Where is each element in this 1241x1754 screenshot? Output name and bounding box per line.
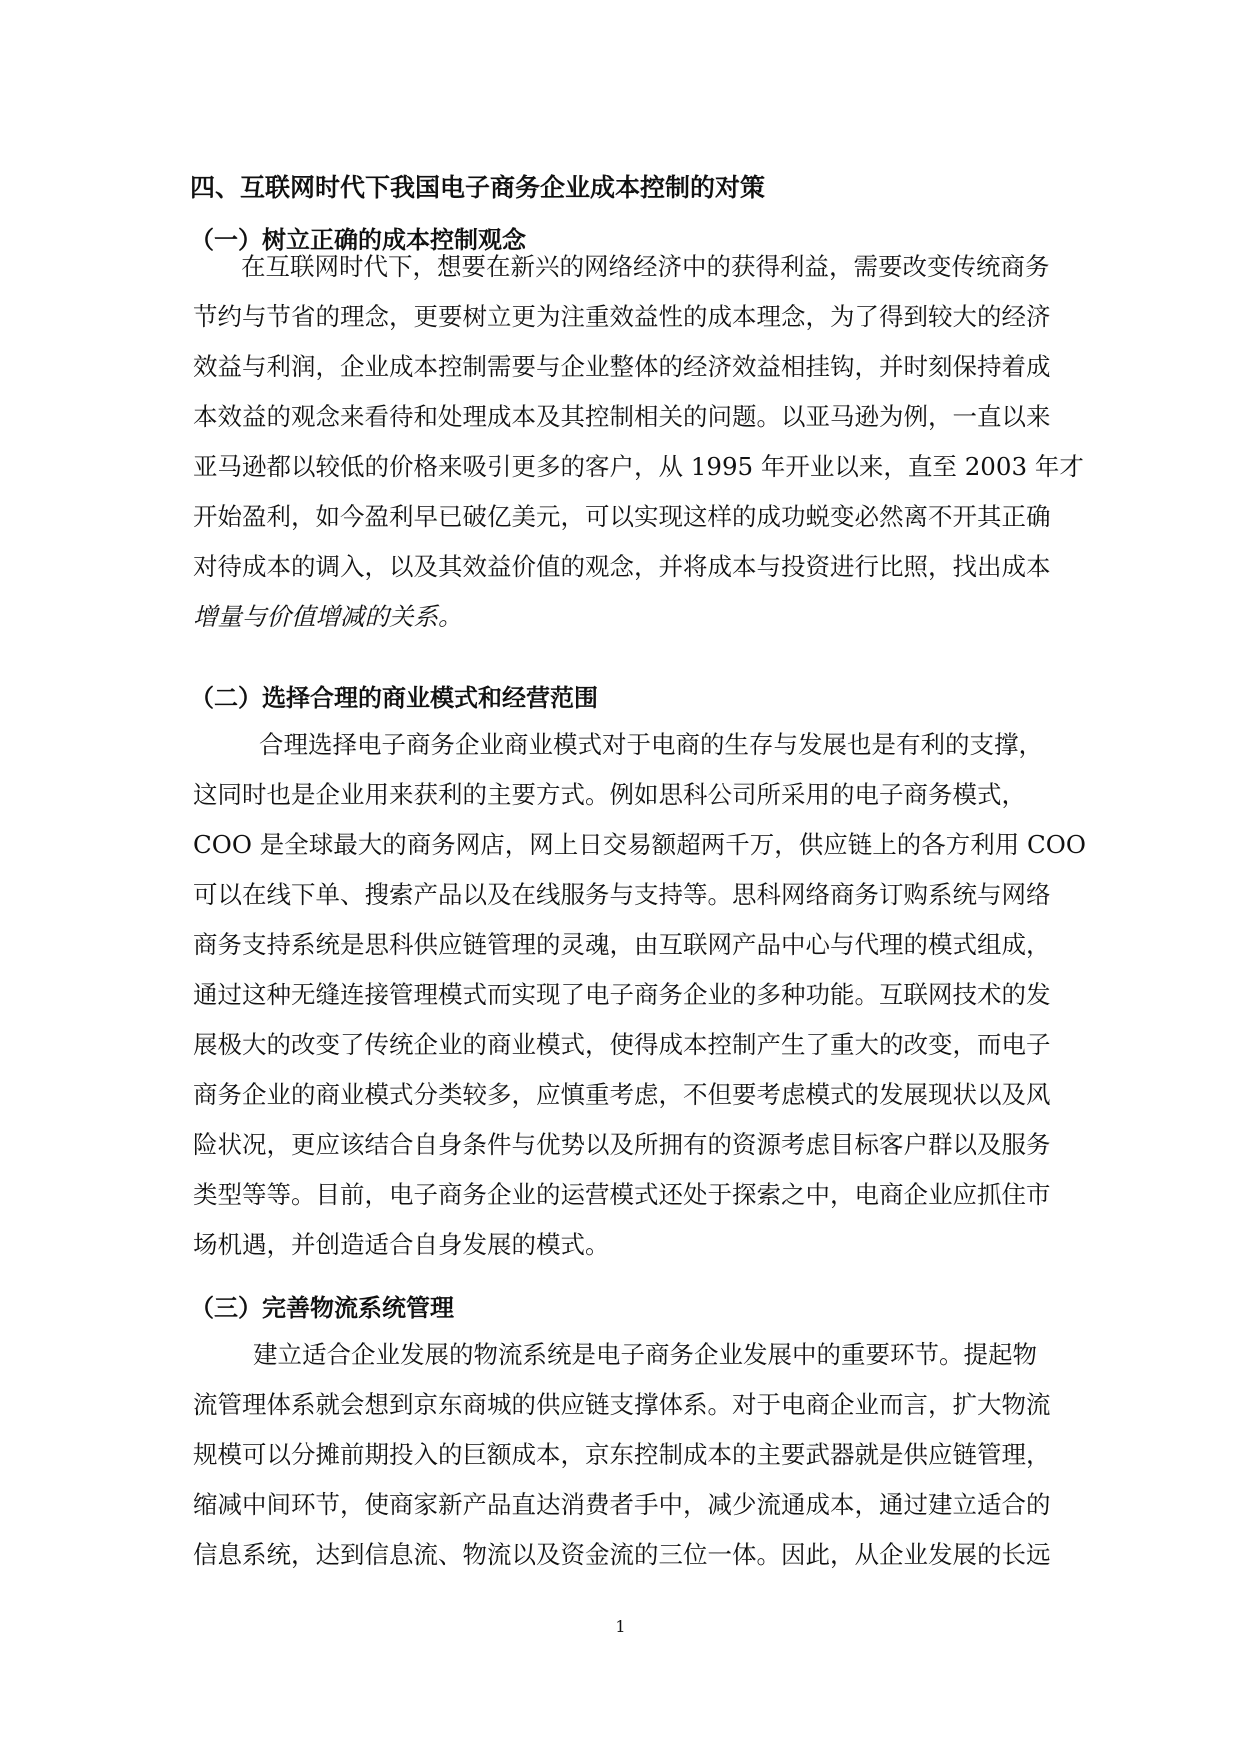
paragraph-line: 流管理体系就会想到京东商城的供应链支撑体系。对于电商企业而言，扩大物流 [193,1390,1051,1419]
paragraph-line: 增量与价值增减的关系。 [193,602,463,631]
paragraph-3 [193,1330,1063,1580]
paragraph-line: 对待成本的调入，以及其效益价值的观念，并将成本与投资进行比照，找出成本 [193,552,1051,581]
paragraph-line: 规模可以分摊前期投入的巨额成本，京东控制成本的主要武器就是供应链管理， [193,1440,1051,1469]
paragraph-line: 缩减中间环节，使商家新产品直达消费者手中，减少流通成本，通过建立适合的 [193,1490,1051,1519]
paragraph-line: 合理选择电子商务企业商业模式对于电商的生存与发展也是有利的支撑， [259,730,1043,759]
page-number: 1 [615,1617,626,1636]
paragraph-line: 可以在线下单、搜索产品以及在线服务与支持等。思科网络商务订购系统与网络 [193,880,1051,909]
subsection-heading-2: （二）选择合理的商业模式和经营范围 [190,684,598,712]
paragraph-line: 商务企业的商业模式分类较多，应慎重考虑，不但要考虑模式的发展现状以及风 [193,1080,1051,1109]
subsection-heading-3: （三）完善物流系统管理 [190,1294,454,1322]
paragraph-line: 开始盈利，如今盈利早已破亿美元，可以实现这样的成功蜕变必然离不开其正确 [193,502,1051,531]
paragraph-line: 通过这种无缝连接管理模式而实现了电子商务企业的多种功能。互联网技术的发 [193,980,1051,1009]
paragraph-line: COO 是全球最大的商务网店，网上日交易额超两千万，供应链上的各方利用 COO [193,830,1086,859]
paragraph-line: 这同时也是企业用来获利的主要方式。例如思科公司所采用的电子商务模式， [193,780,1026,809]
paragraph-1 [193,242,1084,642]
paragraph-line: 节约与节省的理念，更要树立更为注重效益性的成本理念，为了得到较大的经济 [193,302,1051,331]
section-title: 四、互联网时代下我国电子商务企业成本控制的对策 [190,173,766,202]
paragraph-line: 展极大的改变了传统企业的商业模式，使得成本控制产生了重大的改变，而电子 [193,1030,1051,1059]
paragraph-line: 信息系统，达到信息流、物流以及资金流的三位一体。因此，从企业发展的长远 [193,1540,1051,1569]
subsection-heading-1: （一）树立正确的成本控制观念 [190,226,526,254]
paragraph-2 [193,720,1086,1270]
paragraph-line: 亚马逊都以较低的价格来吸引更多的客户，从 1995 年开业以来，直至 2003 年才 [193,452,1084,481]
paragraph-line: 建立适合企业发展的物流系统是电子商务企业发展中的重要环节。提起物 [253,1340,1037,1369]
paragraph-line: 商务支持系统是思科供应链管理的灵魂，由互联网产品中心与代理的模式组成， [193,930,1051,959]
paragraph-line: 场机遇，并创造适合自身发展的模式。 [193,1230,610,1259]
paragraph-line: 类型等等。目前，电子商务企业的运营模式还处于探索之中，电商企业应抓住市 [193,1180,1051,1209]
paragraph-line: 险状况，更应该结合自身条件与优势以及所拥有的资源考虑目标客户群以及服务 [193,1130,1051,1159]
paragraph-line: 在互联网时代下，想要在新兴的网络经济中的获得利益，需要改变传统商务 [241,252,1050,281]
paragraph-line: 效益与利润，企业成本控制需要与企业整体的经济效益相挂钩，并时刻保持着成 [193,352,1051,381]
paragraph-line: 本效益的观念来看待和处理成本及其控制相关的问题。以亚马逊为例，一直以来 [193,402,1051,431]
